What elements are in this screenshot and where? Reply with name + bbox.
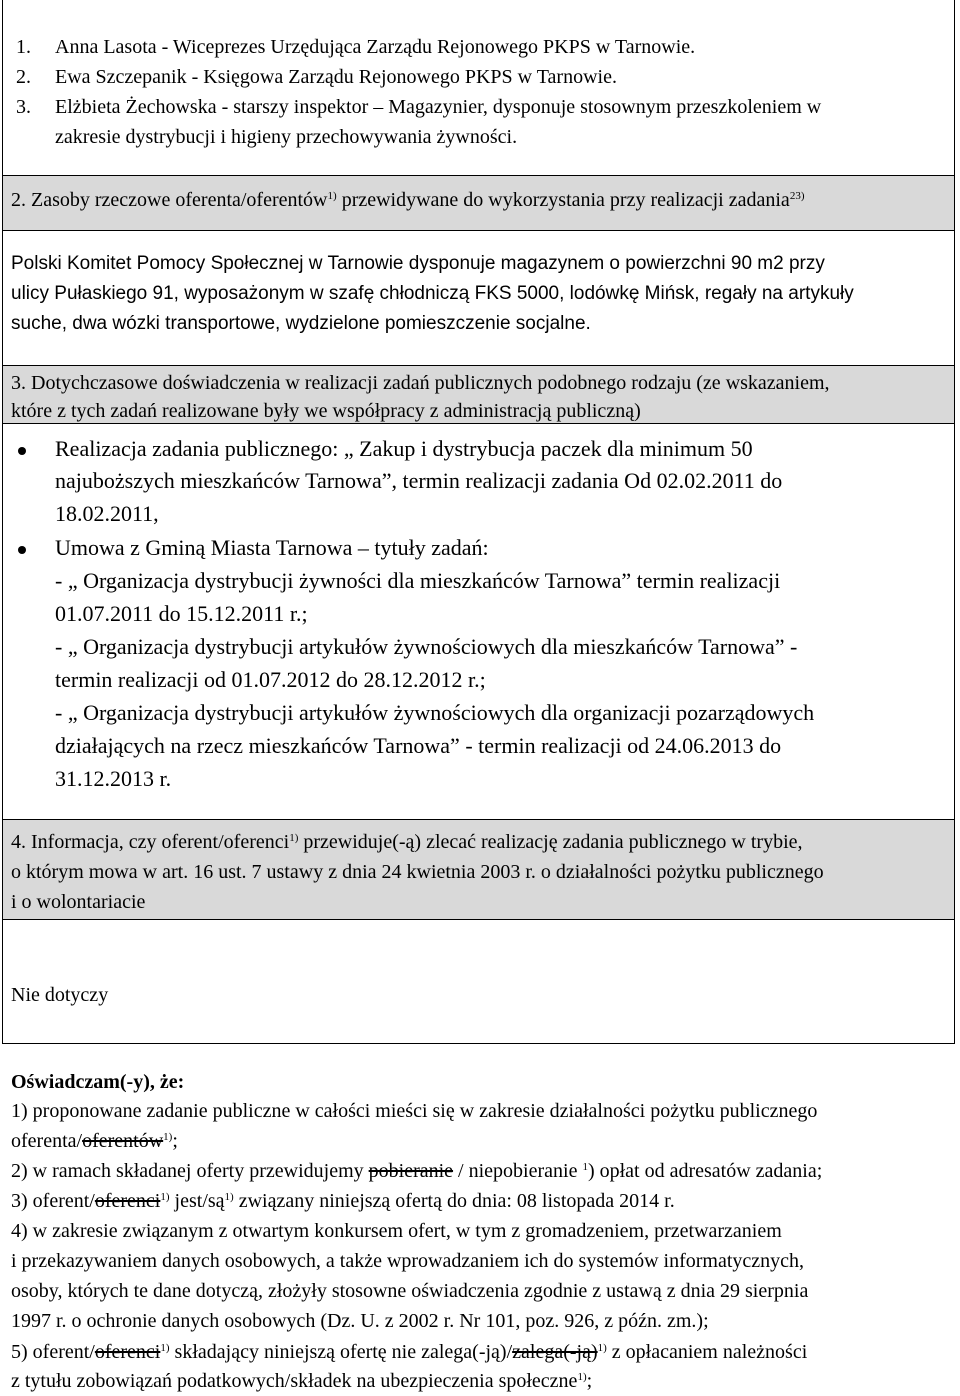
- list-number: 1.: [16, 36, 31, 58]
- personnel-item-3-cont: zakresie dystrybucji i higieny przechowywania żywności.: [55, 126, 518, 148]
- declaration-item-4: osoby, których te dane dotyczą, złożyły stosowne oświadczenia zgodnie z ustawą z dnia 29 sierpnia: [11, 1280, 809, 1302]
- experience-item-line: Realizacja zadania publicznego: „ Zakup i dystrybucja paczek dla minimum 50: [55, 436, 753, 461]
- divider: [2, 1043, 955, 1044]
- personnel-item-2: Ewa Szczepanik - Księgowa Zarządu Rejonowego PKPS w Tarnowie.: [55, 66, 617, 88]
- resources-text-line: Polski Komitet Pomocy Społecznej w Tarnowie dysponuje magazynem o powierzchni 90 m2 przy: [11, 253, 825, 274]
- personnel-item-1: Anna Lasota - Wiceprezes Urzędująca Zarządu Rejonowego PKPS w Tarnowie.: [55, 36, 696, 58]
- bullet-icon: [18, 546, 26, 554]
- experience-item-line: - „ Organizacja dystrybucji artykułów żywnościowych dla organizacji pozarządowych: [55, 700, 815, 725]
- resources-text-line: suche, dwa wózki transportowe, wydzielone pomieszczenie socjalne.: [11, 313, 591, 334]
- declaration-item-2: 2) w ramach składanej oferty przewidujemy pobieranie / niepobieranie $^1$) opłat od adresatów zadania;: [11, 1160, 823, 1182]
- experience-item-line: działających na rzecz mieszkańców Tarnowa” - termin realizacji od 24.06.2013 do: [55, 733, 782, 758]
- section-4-answer: Nie dotyczy: [11, 984, 109, 1006]
- list-number: 2.: [16, 66, 31, 88]
- experience-item-line: najuboższych mieszkańców Tarnowa”, termin realizacji zadania Od 02.02.2011 do: [55, 468, 783, 493]
- section-2-heading: 2. Zasoby rzeczowe oferenta/oferentów$^{1)}$ przewidywane do wykorzystania przy realizacji zadania$^{23)}$: [11, 189, 805, 211]
- experience-item-line: - „ Organizacja dystrybucji artykułów żywnościowych dla mieszkańców Tarnowa” -: [55, 634, 798, 659]
- declaration-item-3: 3) oferent/oferenci$^{1)}$ jest/$są^{1)}$ związany niniejszą ofertą do dnia: 08 listopada 2014 r.: [11, 1190, 675, 1212]
- section-3-heading: 3. Dotychczasowe doświadczenia w realizacji zadań publicznych podobnego rodzaju (ze wskazaniem,: [11, 372, 830, 394]
- declaration-item-1-cont: oferenta/oferentów$^{1)}$;: [11, 1130, 178, 1152]
- experience-item-line: 18.02.2011,: [55, 501, 159, 526]
- declaration-item-5-cont: z tytułu zobowiązań podatkowych/składek na ubezpieczenia społeczne$^{1)}$;: [11, 1370, 593, 1392]
- list-number: 3.: [16, 96, 31, 118]
- experience-item-line: 01.07.2011 do 15.12.2011 r.;: [55, 601, 308, 626]
- declaration-item-5: 5) oferent/oferenci$^{1)}$ składający niniejszą ofertę nie zalega(-ją)/zalega(-ją)$^{1)}$ z opłacaniem należności: [11, 1341, 808, 1363]
- section-4-heading: i o wolontariacie: [11, 891, 146, 913]
- section-4-heading: 4. Informacja, czy oferent/oferenci$^{1)}$ przewiduje(-ą) zlecać realizację zadania publicznego w trybie,: [11, 831, 803, 853]
- section-3-heading: które z tych zadań realizowane były we współpracy z administracją publiczną): [11, 400, 641, 422]
- declaration-item-4: 4) w zakresie związanym z otwartym konkursem ofert, w tym z gromadzeniem, przetwarzaniem: [11, 1220, 782, 1242]
- section-4-heading: o którym mowa w art. 16 ust. 7 ustawy z dnia 24 kwietnia 2003 r. o działalności pożytku publicznego: [11, 861, 824, 883]
- experience-item-line: 31.12.2013 r.: [55, 766, 172, 791]
- experience-item-line: - „ Organizacja dystrybucji żywności dla mieszkańców Tarnowa” termin realizacji: [55, 568, 781, 593]
- declaration-title: Oświadczam(-y), że:: [11, 1071, 185, 1093]
- experience-item-line: Umowa z Gminą Miasta Tarnowa – tytuły zadań:: [55, 535, 489, 560]
- declaration-item-1: 1) proponowane zadanie publiczne w całości mieści się w zakresie działalności pożytku publicznego: [11, 1100, 818, 1122]
- declaration-item-4: 1997 r. o ochronie danych osobowych (Dz. U. z 2002 r. Nr 101, poz. 926, z późn. zm.);: [11, 1310, 709, 1332]
- bullet-icon: [18, 447, 26, 455]
- experience-item-line: termin realizacji od 01.07.2012 do 28.12.2012 r.;: [55, 667, 486, 692]
- declaration-item-4: i przekazywaniem danych osobowych, a także wprowadzaniem ich do systemów informatycznych,: [11, 1250, 805, 1272]
- personnel-item-3: Elżbieta Żechowska - starszy inspektor – Magazynier, dysponuje stosownym przeszkoleniem w: [55, 96, 822, 118]
- section-4-body-box: [2, 920, 955, 1043]
- resources-text-line: ulicy Pułaskiego 91, wyposażonym w szafę chłodniczą FKS 5000, lodówkę Mińsk, regały na artykuły: [11, 283, 854, 304]
